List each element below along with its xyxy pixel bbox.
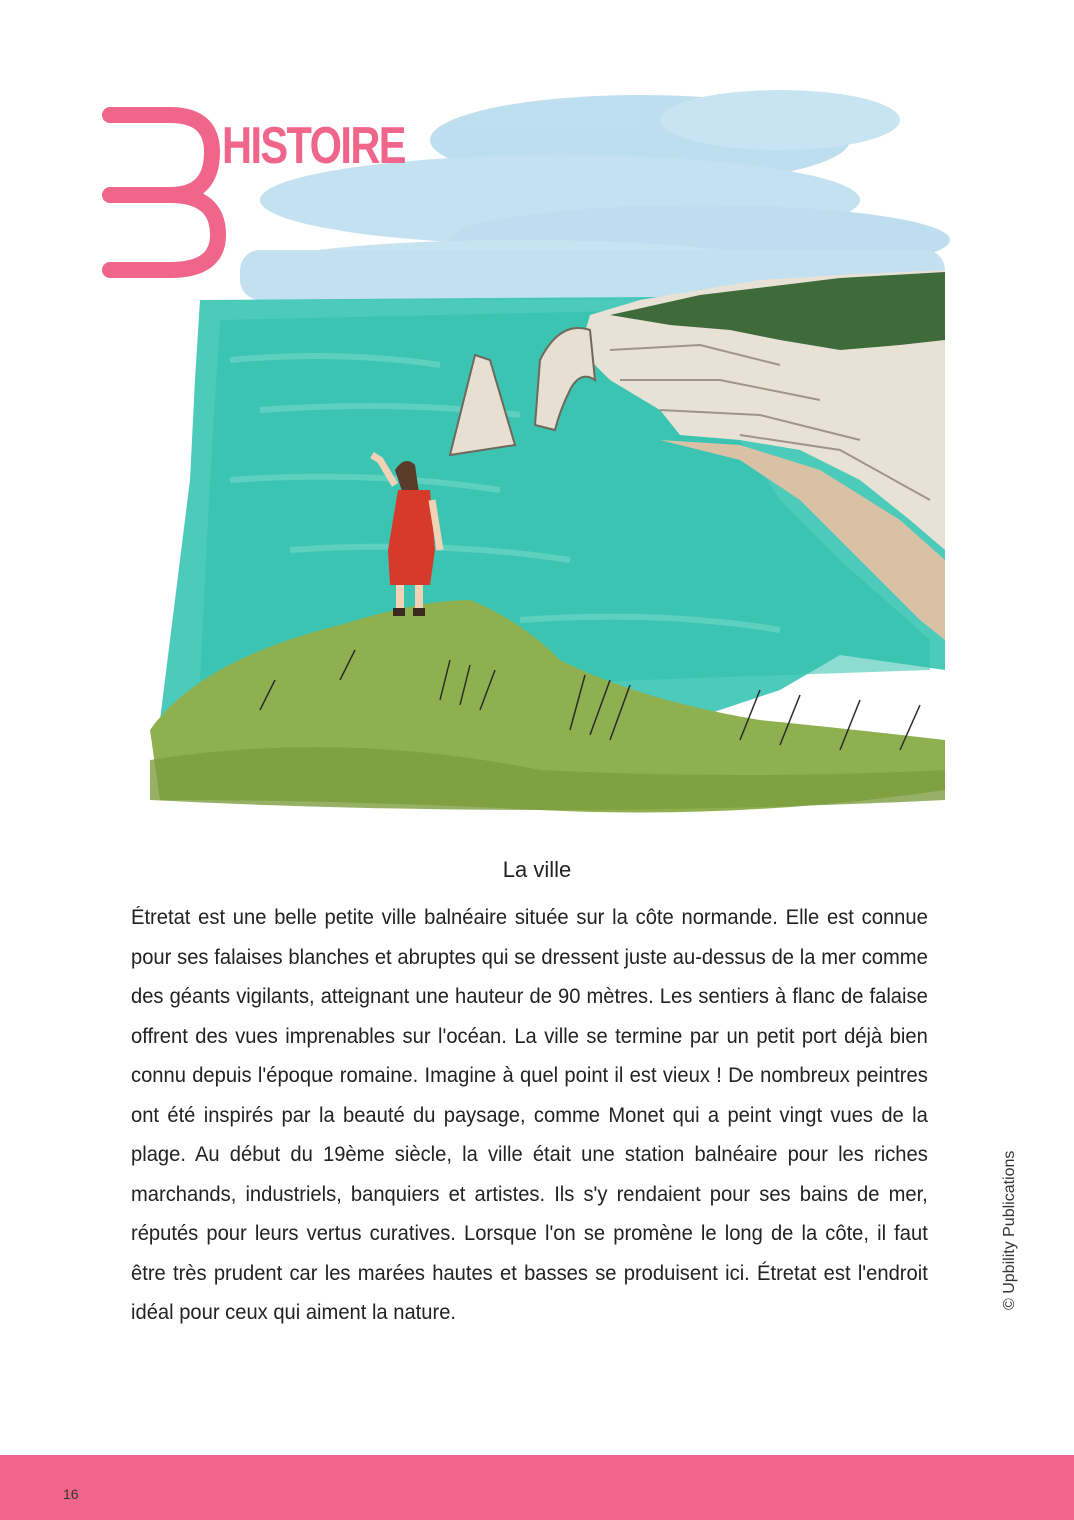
body-paragraph: Étretat est une belle petite ville balnéaire située sur la côte normande. Elle est connue pour ses falaises blanches et abruptes qui se dressent juste au-dessus de la mer comme des géants vigilants, atteignant une hauteur de 90 mètres. Les sentiers à flanc de falaise offrent des vues imprenables sur l'océan. La ville se termine par un petit port déjà bien connu depuis l'époque romaine. Imagine à quel point il est vieux ! De nombreux peintres ont été inspirés par la beauté du paysage, comme Monet qui a peint vingt vues de la plage. Au début du 19ème siècle, la ville était une station balnéaire pour les riches marchands, industriels, banquiers et artistes. Ils s'y rendaient pour ses bains de mer, réputés pour leurs vertus curatives. Lorsque l'on se promène le long de la côte, il faut être très prudent car les marées hautes et basses se produisent ici. Étretat est l'endroit idéal pour ceux qui aiment la nature. — [131, 906, 928, 1324]
etretat-illustration — [140, 80, 950, 840]
page-number: 16 — [63, 1486, 79, 1502]
chapter-number-icon — [100, 100, 230, 280]
chapter-title: HISTOIRE — [222, 117, 405, 175]
copyright-notice: © Upbility Publications — [1001, 1150, 1018, 1310]
illustration-caption: La ville — [502, 857, 572, 882]
footer-bar — [0, 1455, 1074, 1520]
